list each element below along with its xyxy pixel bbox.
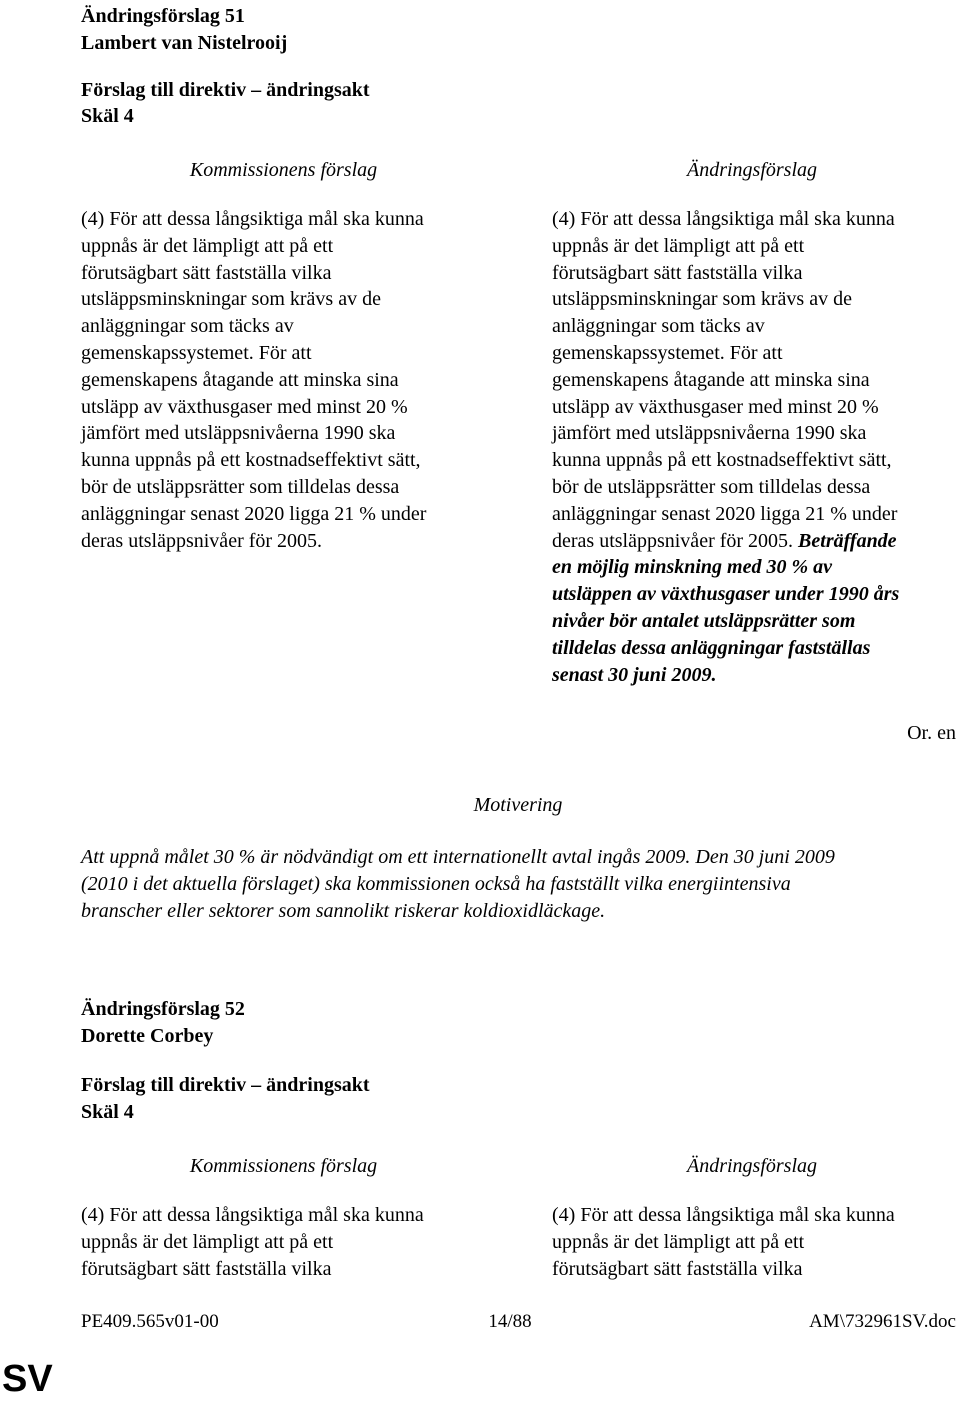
text-line: anläggningar senast 2020 ligga 21 % under <box>81 502 427 525</box>
document-code: PE409.565v01-00 <box>81 1311 219 1332</box>
added-text-line: senast 30 juni 2009. <box>552 663 717 686</box>
text-line: utsläpp av växthusgaser med minst 20 % <box>81 395 408 418</box>
text-line: gemenskapens åtagande att minska sina <box>81 368 399 391</box>
added-text-line: en möjlig minskning med 30 % av <box>552 556 833 579</box>
text-line: (4) För att dessa långsiktiga mål ska kunna <box>552 208 895 230</box>
section-label: Skäl 4 <box>81 1101 134 1123</box>
text-line: förutsägbart sätt fastställa vilka <box>81 261 332 284</box>
language-tag: SV <box>2 1358 53 1400</box>
proposal-title: Förslag till direktiv – ändringsakt <box>81 79 370 101</box>
section-label: Skäl 4 <box>81 105 134 127</box>
text-line: (4) För att dessa långsiktiga mål ska kunna <box>81 1204 424 1226</box>
text-line-mixed <box>552 528 899 555</box>
text-line: utsläppsminskningar som krävs av de <box>552 288 852 311</box>
text-line: anläggningar som täcks av <box>81 315 294 338</box>
text-line: gemenskapens åtagande att minska sina <box>552 368 870 391</box>
text-line: deras utsläppsnivåer för 2005. <box>81 529 323 552</box>
text-line: Att uppnå målet 30 % är nödvändigt om ett internationellt avtal ingås 2009. Den 30 juni 2009 <box>81 846 835 868</box>
page-number: 14/88 <box>488 1311 532 1332</box>
file-name: AM\732961SV.doc <box>809 1311 956 1332</box>
text-line: gemenskapssystemet. För att <box>81 341 312 364</box>
right-column-header: Ändringsförslag <box>686 1155 818 1177</box>
original-language: Or. en <box>907 722 956 744</box>
text-line: uppnås är det lämpligt att på ett <box>81 234 334 257</box>
text-line: uppnås är det lämpligt att på ett <box>552 1230 805 1253</box>
text-line: (4) För att dessa långsiktiga mål ska kunna <box>552 1204 895 1226</box>
text-line: anläggningar som täcks av <box>552 315 765 338</box>
text-line: (2010 i det aktuella förslaget) ska kommissionen också ha fastställt vilka energiintensiva <box>81 872 791 895</box>
text-line: förutsägbart sätt fastställa vilka <box>81 1257 332 1280</box>
text-line: kunna uppnås på ett kostnadseffektivt sätt, <box>81 449 421 472</box>
text-line: förutsägbart sätt fastställa vilka <box>552 1257 803 1280</box>
text-line: (4) För att dessa långsiktiga mål ska kunna <box>81 208 424 230</box>
right-column-header: Ändringsförslag <box>686 159 818 181</box>
amendment-heading: Ändringsförslag 52 <box>81 998 245 1020</box>
text-line: jämfört med utsläppsnivåerna 1990 ska <box>552 422 867 445</box>
plain-text: deras utsläppsnivåer för 2005. <box>552 529 799 552</box>
left-column-header: Kommissionens förslag <box>189 159 378 181</box>
commission-text <box>81 206 426 554</box>
added-text-line: utsläppen av växthusgaser under 1990 års <box>552 583 900 606</box>
text-line: kunna uppnås på ett kostnadseffektivt sätt, <box>552 449 892 472</box>
amendment-text <box>552 1202 895 1282</box>
added-text-line: tilldelas dessa anläggningar fastställas <box>552 636 871 659</box>
text-line: gemenskapssystemet. För att <box>552 341 783 364</box>
text-line: bör de utsläppsrätter som tilldelas dessa <box>81 475 400 498</box>
justification-header: Motivering <box>473 794 563 816</box>
text-line: bör de utsläppsrätter som tilldelas dessa <box>552 475 871 498</box>
added-text-line: nivåer bör antalet utsläppsrätter som <box>552 609 856 632</box>
amendment-author: Dorette Corbey <box>81 1025 214 1047</box>
proposal-title: Förslag till direktiv – ändringsakt <box>81 1074 370 1096</box>
text-line: utsläppsminskningar som krävs av de <box>81 288 381 311</box>
justification-text <box>81 844 835 924</box>
left-column-header: Kommissionens förslag <box>189 1155 378 1177</box>
amendment-author: Lambert van Nistelrooij <box>81 32 288 54</box>
text-line: utsläpp av växthusgaser med minst 20 % <box>552 395 879 418</box>
text-line: uppnås är det lämpligt att på ett <box>81 1230 334 1253</box>
added-text: Beträffande <box>798 529 897 552</box>
amendment-text <box>552 206 899 688</box>
text-line: anläggningar senast 2020 ligga 21 % under <box>552 502 898 525</box>
text-line: branscher eller sektorer som sannolikt riskerar koldioxidläckage. <box>81 899 606 922</box>
commission-text <box>81 1202 424 1282</box>
amendment-heading: Ändringsförslag 51 <box>81 5 245 27</box>
text-line: jämfört med utsläppsnivåerna 1990 ska <box>81 422 396 445</box>
text-line: förutsägbart sätt fastställa vilka <box>552 261 803 284</box>
text-line: uppnås är det lämpligt att på ett <box>552 234 805 257</box>
